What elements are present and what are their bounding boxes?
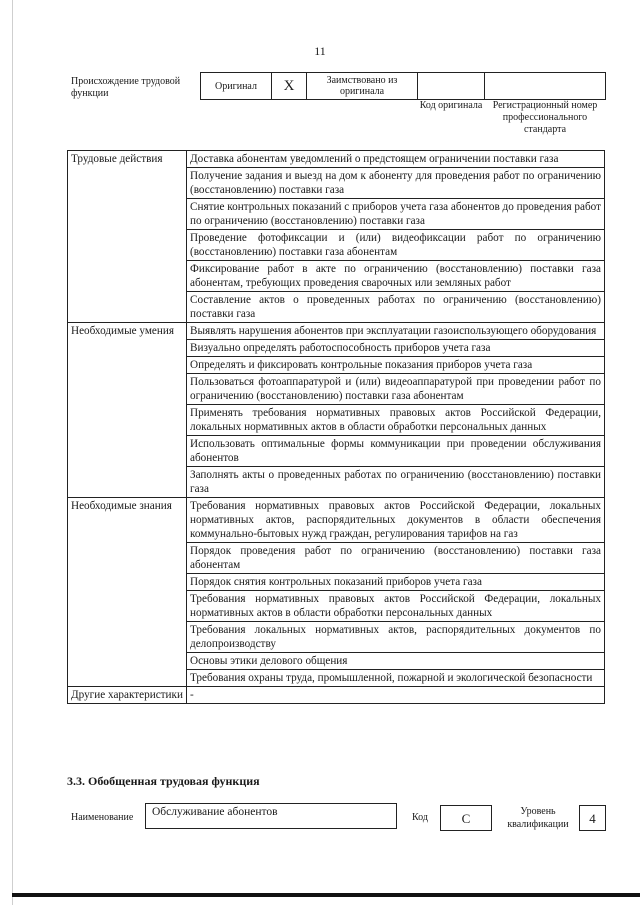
- origin-table: [200, 72, 606, 100]
- category-cell: Другие характеристики: [68, 687, 187, 704]
- original-mark: X: [272, 73, 307, 100]
- page-number: 11: [314, 44, 326, 58]
- section-title: 3.3. Обобщенная трудовая функция: [67, 774, 260, 788]
- category-cell: Необходимые знания: [68, 498, 187, 687]
- item-cell: Определять и фиксировать контрольные показания приборов учета газа: [187, 357, 605, 374]
- reg-number-cell: [485, 73, 606, 100]
- name-label: Наименование: [71, 812, 134, 823]
- table-row: [68, 323, 605, 340]
- item-cell: Фиксирование работ в акте по ограничению (восстановлению) поставки газа абонентам, требующих проведения сварочных или земляных работ: [187, 261, 605, 292]
- category-cell: Необходимые умения: [68, 323, 187, 498]
- item-cell: Использовать оптимальные формы коммуникации при проведении обслуживания абонентов: [187, 436, 605, 467]
- item-cell: Доставка абонентам уведомлений о предстоящем ограничении поставки газа: [187, 151, 605, 168]
- item-cell: Требования локальных нормативных актов, распорядительных документов по делопроизводству: [187, 622, 605, 653]
- reg-number-caption: Регистрационный номер профессионального стандарта: [492, 100, 598, 135]
- item-cell: Получение задания и выезд на дом к абоненту для проведения работ по ограничению (восстановлению) поставки газа: [187, 168, 605, 199]
- original-cell: Оригинал: [201, 73, 272, 100]
- code-field: C: [440, 805, 492, 831]
- labor-function-table: [67, 150, 605, 704]
- item-cell: -: [187, 687, 605, 704]
- level-label: Уровень квалификации: [507, 806, 569, 830]
- table-row: [68, 498, 605, 543]
- page-bottom-rule: [12, 893, 640, 897]
- item-cell: Проведение фотофиксации и (или) видеофиксации работ по ограничению (восстановлению) поставки газа абонентам: [187, 230, 605, 261]
- code-original-cell: [418, 73, 485, 100]
- item-cell: Снятие контрольных показаний с приборов учета газа абонентов до проведения работ по ограничению (восстановлению) поставки газа: [187, 199, 605, 230]
- level-field: 4: [579, 805, 606, 831]
- item-cell: Основы этики делового общения: [187, 653, 605, 670]
- code-original-caption: Код оригинала: [419, 100, 483, 111]
- item-cell: Заполнять акты о проведенных работах по ограничению (восстановлению) поставки газа: [187, 467, 605, 498]
- item-cell: Требования нормативных правовых актов Российской Федерации, локальных нормативных актов, распорядительных документов в области обеспечения коммунально-бытовых нужд граждан, регулирования тарифов на газ: [187, 498, 605, 543]
- item-cell: Визуально определять работоспособность приборов учета газа: [187, 340, 605, 357]
- item-cell: Составление актов о проведенных работах по ограничению (восстановлению) поставки газа: [187, 292, 605, 323]
- item-cell: Выявлять нарушения абонентов при эксплуатации газоиспользующего оборудования: [187, 323, 605, 340]
- name-field: Обслуживание абонентов: [145, 803, 397, 829]
- item-cell: Требования нормативных правовых актов Российской Федерации, локальных нормативных актов в области обработки персональных данных: [187, 591, 605, 622]
- item-cell: Порядок проведения работ по ограничению (восстановлению) поставки газа абонентам: [187, 543, 605, 574]
- origin-label: Происхождение трудовой функции: [71, 76, 181, 99]
- item-cell: Порядок снятия контрольных показаний приборов учета газа: [187, 574, 605, 591]
- borrowed-cell: Заимствовано из оригинала: [307, 73, 418, 100]
- item-cell: Требования охраны труда, промышленной, пожарной и экологической безопасности: [187, 670, 605, 687]
- item-cell: Пользоваться фотоаппаратурой и (или) видеоаппаратурой при проведении работ по ограничению (восстановлению) поставки газа абонентам: [187, 374, 605, 405]
- table-row: [68, 151, 605, 168]
- page-left-rule: [12, 0, 13, 905]
- code-label: Код: [412, 812, 428, 823]
- category-cell: Трудовые действия: [68, 151, 187, 323]
- table-row: [68, 687, 605, 704]
- item-cell: Применять требования нормативных правовых актов Российской Федерации, локальных нормативных актов в области обработки персональных данных: [187, 405, 605, 436]
